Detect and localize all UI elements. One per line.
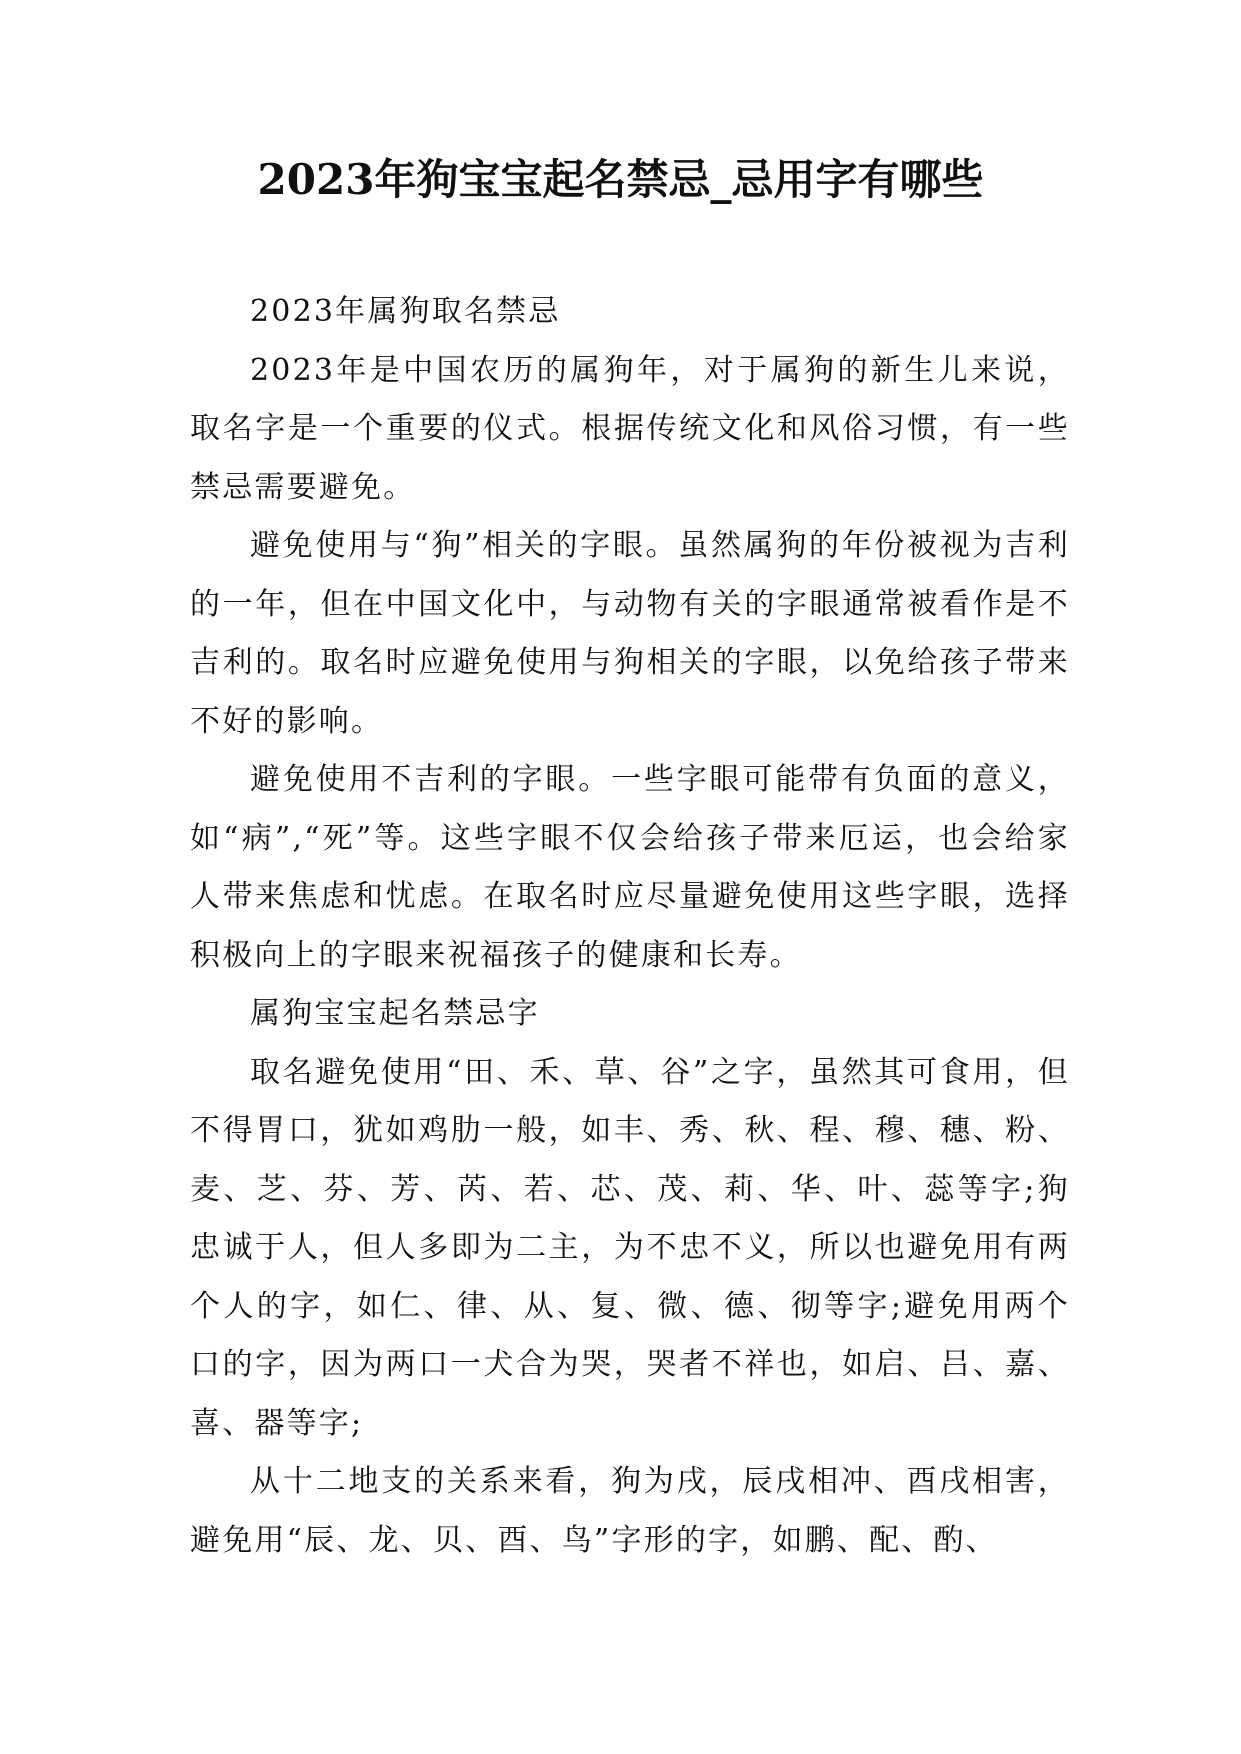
paragraph-subheading-1: 2023年属狗取名禁忌 <box>250 294 561 329</box>
paragraph-intro: 2023年是中国农历的属狗年，对于属狗的新生儿来说，取名字是一个重要的仪式。根据传统文化和风俗习惯，有一些禁忌需要避免。 <box>190 352 1070 505</box>
paragraph-subheading-2: 属狗宝宝起名禁忌字 <box>250 996 540 1031</box>
document-body <box>190 283 1070 1570</box>
paragraph-forbidden-characters: 取名避免使用“田、禾、草、谷”之字，虽然其可食用，但不得胃口，犹如鸡肋一般，如丰、秀、秋、程、穆、穗、粉、麦、芝、芬、芳、芮、若、芯、茂、莉、华、叶、蕊等字;狗忠诚于人，但人多即为二主，为不忠不义，所以也避免用有两个人的字，如仁、律、从、复、微、德、彻等字;避免用两个口的字，因为两口一犬合为哭，哭者不祥也，如启、吕、嘉、喜、器等字; <box>190 1054 1070 1441</box>
paragraph-avoid-unlucky-words: 避免使用不吉利的字眼。一些字眼可能带有负面的意义，如“病”,“死”等。这些字眼不仅会给孩子带来厄运，也会给家人带来焦虑和忧虑。在取名时应尽量避免使用这些字眼，选择积极向上的字眼来祝福孩子的健康和长寿。 <box>190 762 1070 973</box>
paragraph-avoid-dog-words: 避免使用与“狗”相关的字眼。虽然属狗的年份被视为吉利的一年，但在中国文化中，与动物有关的字眼通常被看作是不吉利的。取名时应避免使用与狗相关的字眼，以免给孩子带来不好的影响。 <box>190 528 1070 739</box>
paragraph-earthly-branches: 从十二地支的关系来看，狗为戌，辰戌相冲、酉戌相害，避免用“辰、龙、贝、酉、鸟”字形的字，如鹏、配、酌、 <box>190 1464 1070 1558</box>
document-title: 2023年狗宝宝起名禁忌_忌用字有哪些 <box>257 155 984 204</box>
